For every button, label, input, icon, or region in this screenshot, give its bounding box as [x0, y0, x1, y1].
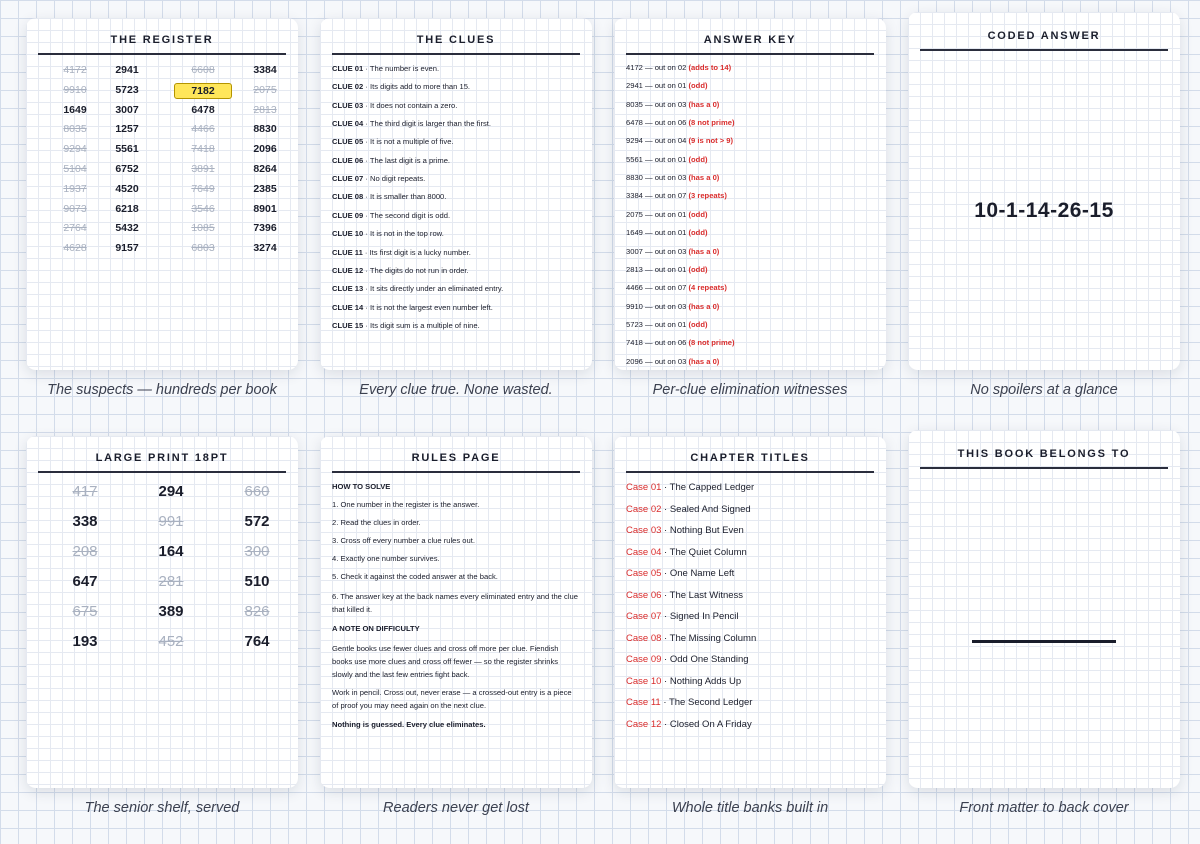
answer-reason: (odd) — [688, 81, 708, 91]
rules-pencil-text: Work in pencil. Cross out, never erase — a crossed-out entry is a piece of proof you may need again on the next clue. — [332, 688, 572, 710]
chapter-number: Case 03 — [626, 525, 662, 536]
clue-number: CLUE 07 — [332, 174, 364, 184]
coded-answer-caption: No spoilers at a glance — [970, 382, 1118, 398]
clue-text: The third digit is larger than the first. — [369, 119, 491, 129]
register-entry: 7182 — [174, 83, 232, 99]
chapter-line — [626, 633, 874, 645]
answer-text: 6478 — out on 06 — [626, 118, 687, 128]
separator: · — [661, 654, 670, 665]
separator: · — [363, 100, 370, 110]
register-entry: 3007 — [115, 103, 139, 116]
answer-reason: (adds to 14) — [688, 63, 732, 72]
answer-reason: (8 not prime) — [688, 338, 735, 348]
clue-number: CLUE 10 — [332, 229, 364, 239]
answer-text: 9910 — out on 03 — [626, 301, 687, 311]
separator: · — [661, 568, 670, 579]
answer-text: 2075 — out on 01 — [626, 209, 687, 219]
clue-line — [332, 211, 580, 221]
answer-text: 2096 — out on 03 — [626, 356, 687, 366]
belongs-card — [908, 430, 1180, 788]
answer-line — [626, 173, 874, 183]
register-entry: 4172 — [63, 64, 87, 76]
answer-line — [626, 265, 874, 275]
clue-line — [332, 101, 580, 111]
chapter-name: The Quiet Column — [669, 546, 747, 558]
register-row — [36, 241, 288, 261]
large-print-caption: The senior shelf, served — [84, 800, 240, 816]
clue-number: CLUE 11 — [332, 247, 363, 257]
answer-reason: (odd) — [688, 154, 708, 164]
chapter-line — [626, 482, 874, 494]
chapter-number: Case 06 — [626, 589, 662, 601]
clue-text: It sits directly under an eliminated entry. — [369, 284, 504, 294]
separator: · — [363, 192, 370, 202]
clue-number: CLUE 03 — [332, 100, 364, 110]
clue-line — [332, 248, 580, 258]
large-print-row — [36, 602, 288, 626]
clue-number: CLUE 14 — [332, 302, 364, 312]
clues-card — [320, 18, 592, 370]
separator: · — [661, 503, 670, 515]
register-entry: 6803 — [191, 242, 215, 255]
register-entry: 2941 — [115, 64, 139, 76]
separator: · — [363, 229, 370, 239]
register-row — [36, 142, 288, 162]
answer-line — [626, 210, 874, 220]
answer-text: 9294 — out on 04 — [626, 136, 687, 146]
clue-line — [332, 192, 580, 202]
large-print-entry: 294 — [158, 483, 184, 500]
clue-line — [332, 156, 580, 166]
belongs-caption: Front matter to back cover — [959, 800, 1129, 816]
rules-step: 5. Check it against the coded answer at the back. — [332, 572, 498, 581]
clue-text: The number is even. — [369, 64, 440, 73]
chapter-name: One Name Left — [669, 568, 735, 579]
answer-key-caption: Per-clue elimination witnesses — [652, 382, 848, 398]
large-print-row — [36, 542, 288, 566]
answer-line — [626, 81, 874, 91]
answer-reason: (4 repeats) — [688, 283, 727, 293]
register-entry: 2385 — [253, 182, 277, 195]
clue-text: The last digit is a prime. — [369, 155, 451, 165]
answer-line — [626, 63, 874, 73]
rules-heading-difficulty: A NOTE ON DIFFICULTY — [332, 624, 420, 633]
chapter-name: Sealed And Signed — [669, 503, 751, 515]
chapter-name: Nothing Adds Up — [669, 675, 742, 687]
register-entry: 5561 — [115, 143, 139, 156]
clue-line — [332, 174, 580, 184]
answer-reason: (odd) — [688, 264, 708, 274]
answer-line — [626, 320, 874, 330]
separator: · — [363, 137, 370, 147]
register-entry: 9073 — [63, 202, 87, 215]
separator: · — [660, 697, 669, 708]
large-print-entry: 389 — [158, 603, 184, 620]
clue-number: CLUE 08 — [332, 192, 364, 202]
clue-number: CLUE 13 — [332, 284, 364, 294]
rules-step: 1. One number in the register is the answer. — [332, 500, 480, 509]
separator: · — [661, 611, 670, 622]
large-print-entry: 826 — [244, 603, 270, 620]
large-print-entry: 164 — [158, 543, 184, 560]
separator: · — [363, 174, 370, 184]
separator: · — [363, 210, 370, 220]
chapter-number: Case 11 — [626, 697, 661, 708]
clue-number: CLUE 02 — [332, 82, 364, 92]
chapter-line — [626, 547, 874, 559]
register-entry: 3891 — [191, 163, 215, 175]
register-entry: 2096 — [253, 143, 277, 156]
answer-text: 4172 — out on 02 — [626, 63, 687, 72]
register-entry: 3546 — [191, 202, 215, 215]
answer-line — [626, 302, 874, 312]
answer-text: 1649 — out on 01 — [626, 228, 687, 238]
coded-answer-card — [908, 12, 1180, 370]
chapters-card — [614, 436, 886, 788]
register-entry: 6608 — [191, 64, 215, 76]
chapter-number: Case 08 — [626, 632, 662, 644]
answer-reason: (has a 0) — [688, 301, 720, 311]
large-print-entry: 991 — [158, 513, 184, 530]
clue-text: It is smaller than 8000. — [369, 192, 447, 202]
separator: · — [363, 265, 370, 275]
answer-reason: (odd) — [688, 319, 708, 329]
coded-answer-title: CODED ANSWER — [920, 30, 1168, 51]
clue-text: It is not a multiple of five. — [369, 137, 454, 147]
answer-line — [626, 228, 874, 238]
answer-text: 7418 — out on 06 — [626, 338, 687, 348]
rules-step: 6. The answer key at the back names every eliminated entry and the clue that killed it. — [332, 592, 578, 614]
register-entry: 1085 — [191, 222, 215, 235]
register-entry: 8830 — [253, 123, 277, 136]
register-entry: 8264 — [253, 163, 277, 175]
answer-line — [626, 338, 874, 348]
clue-line — [332, 82, 580, 92]
chapter-name: Signed In Pencil — [669, 611, 739, 622]
register-entry: 6478 — [191, 103, 215, 116]
belongs-title: THIS BOOK BELONGS TO — [920, 448, 1168, 469]
large-print-entry: 660 — [244, 483, 270, 500]
answer-line — [626, 247, 874, 257]
separator: · — [363, 284, 370, 294]
clue-number: CLUE 09 — [332, 210, 364, 220]
register-row — [36, 63, 288, 83]
large-print-entry: 208 — [72, 543, 98, 560]
clue-line — [332, 137, 580, 147]
clue-text: The second digit is odd. — [369, 210, 451, 220]
separator: · — [363, 320, 370, 330]
chapter-line — [626, 719, 874, 731]
register-entry: 2075 — [253, 83, 277, 96]
large-print-row — [36, 572, 288, 596]
rules-card — [320, 436, 592, 788]
register-entry: 5432 — [115, 222, 139, 235]
chapter-line — [626, 676, 874, 688]
separator: · — [661, 546, 670, 558]
register-entry: 8901 — [253, 202, 277, 215]
separator: · — [363, 82, 370, 92]
register-entry: 4628 — [63, 242, 87, 255]
register-entry: 5723 — [115, 83, 139, 96]
register-entry: 8035 — [63, 123, 87, 136]
chapter-line — [626, 525, 874, 537]
large-print-row — [36, 632, 288, 656]
answer-reason: (has a 0) — [688, 99, 720, 109]
register-title: THE REGISTER — [38, 34, 286, 55]
chapter-number: Case 09 — [626, 654, 662, 665]
large-print-entry: 764 — [244, 633, 270, 650]
clue-text: It is not in the top row. — [369, 229, 444, 239]
chapter-number: Case 04 — [626, 546, 662, 558]
chapter-name: The Missing Column — [669, 632, 757, 644]
separator: · — [661, 632, 670, 644]
answer-line — [626, 357, 874, 367]
register-entry: 5104 — [63, 163, 87, 175]
clue-text: It is not the largest even number left. — [369, 302, 493, 312]
chapter-name: The Last Witness — [669, 589, 744, 601]
separator: · — [661, 718, 670, 730]
register-row — [36, 221, 288, 241]
register-entry: 4466 — [191, 123, 215, 136]
chapters-title: CHAPTER TITLES — [626, 452, 874, 473]
chapters-caption: Whole title banks built in — [671, 800, 829, 816]
clues-caption: Every clue true. None wasted. — [359, 382, 553, 398]
answer-key-card — [614, 18, 886, 370]
answer-text: 3007 — out on 03 — [626, 246, 687, 256]
answer-text: 5723 — out on 01 — [626, 319, 687, 329]
register-entry: 9910 — [63, 83, 87, 96]
answer-text: 4466 — out on 07 — [626, 283, 687, 293]
clue-text: No digit repeats. — [369, 174, 426, 184]
register-entry: 9294 — [63, 143, 87, 156]
clue-line — [332, 119, 580, 129]
register-entry: 3274 — [253, 242, 277, 255]
clue-number: CLUE 01 — [332, 64, 364, 73]
large-print-title: LARGE PRINT 18PT — [38, 452, 286, 473]
clue-number: CLUE 06 — [332, 155, 364, 165]
clue-number: CLUE 12 — [332, 265, 364, 275]
answer-text: 8035 — out on 03 — [626, 99, 687, 109]
large-print-row — [36, 482, 288, 506]
register-entry: 1649 — [63, 103, 87, 116]
register-caption: The suspects — hundreds per book — [47, 382, 277, 398]
register-entry: 2813 — [253, 103, 277, 116]
chapter-line — [626, 590, 874, 602]
chapter-name: Nothing But Even — [669, 525, 744, 536]
answer-reason: (has a 0) — [688, 173, 720, 183]
answer-line — [626, 100, 874, 110]
separator: · — [661, 675, 670, 687]
clue-number: CLUE 05 — [332, 137, 364, 147]
answer-reason: (3 repeats) — [688, 191, 727, 201]
separator: · — [661, 525, 670, 536]
answer-text: 2941 — out on 01 — [626, 81, 687, 91]
clue-text: Its digits add to more than 15. — [369, 82, 471, 92]
separator: · — [363, 302, 370, 312]
clue-line — [332, 266, 580, 276]
separator: · — [661, 589, 670, 601]
clue-line — [332, 303, 580, 313]
clue-line — [332, 64, 580, 74]
answer-reason: (8 not prime) — [688, 118, 735, 128]
answer-key-title: ANSWER KEY — [626, 34, 874, 55]
large-print-entry: 452 — [158, 633, 184, 650]
register-entry: 6752 — [115, 163, 139, 175]
clue-line — [332, 284, 580, 294]
chapter-number: Case 12 — [626, 718, 662, 730]
register-row — [36, 162, 288, 182]
clues-title: THE CLUES — [332, 34, 580, 55]
chapter-name: The Second Ledger — [668, 697, 753, 708]
separator: · — [661, 482, 670, 493]
rules-difficulty-text: Gentle books use fewer clues and cross off more per clue. Fiendish books use more clues and cross off fewer — so the register shrinks slowly and the last few entries fight back. — [332, 644, 559, 679]
chapter-number: Case 07 — [626, 611, 662, 622]
owner-name-line[interactable] — [972, 640, 1116, 643]
answer-text: 3384 — out on 07 — [626, 191, 687, 201]
large-print-entry: 300 — [244, 543, 270, 560]
answer-text: 2813 — out on 01 — [626, 264, 687, 274]
separator: · — [363, 155, 370, 165]
answer-line — [626, 191, 874, 201]
large-print-entry: 417 — [72, 483, 98, 500]
clue-text: It does not contain a zero. — [369, 100, 458, 110]
register-entry: 1257 — [115, 123, 139, 136]
register-entry: 7649 — [191, 182, 215, 195]
rules-title: RULES PAGE — [332, 452, 580, 473]
rules-step: 2. Read the clues in order. — [332, 518, 421, 527]
register-entry: 9157 — [115, 242, 139, 255]
answer-reason: (odd) — [688, 209, 708, 219]
separator: · — [363, 64, 370, 73]
chapter-line — [626, 654, 874, 666]
rules-caption: Readers never get lost — [383, 800, 529, 816]
large-print-entry: 281 — [158, 573, 184, 590]
chapter-line — [626, 697, 874, 709]
register-row — [36, 202, 288, 222]
rules-step: 4. Exactly one number survives. — [332, 554, 440, 563]
separator: · — [362, 247, 370, 257]
chapter-line — [626, 504, 874, 516]
large-print-entry: 572 — [244, 513, 270, 530]
chapter-name: Odd One Standing — [669, 654, 749, 665]
rules-closing: Nothing is guessed. Every clue eliminates. — [332, 720, 486, 729]
register-entry: 2764 — [63, 222, 87, 235]
clue-line — [332, 229, 580, 239]
register-row — [36, 182, 288, 202]
chapter-number: Case 02 — [626, 503, 662, 515]
chapter-name: The Capped Ledger — [669, 482, 755, 493]
register-entry: 6218 — [115, 202, 139, 215]
answer-reason: (9 is not > 9) — [688, 136, 734, 146]
answer-reason: (odd) — [688, 228, 708, 238]
chapter-line — [626, 611, 874, 623]
large-print-entry: 338 — [72, 513, 98, 530]
clue-text: Its digit sum is a multiple of nine. — [369, 320, 480, 330]
register-entry: 1937 — [63, 182, 87, 195]
register-entry: 7396 — [253, 222, 277, 235]
register-entry: 4520 — [115, 182, 139, 195]
answer-text: 5561 — out on 01 — [626, 154, 687, 164]
chapter-line — [626, 568, 874, 580]
answer-line — [626, 118, 874, 128]
large-print-row — [36, 512, 288, 536]
register-row — [36, 83, 288, 103]
register-row — [36, 103, 288, 123]
large-print-card — [26, 436, 298, 788]
answer-line — [626, 155, 874, 165]
answer-line — [626, 283, 874, 293]
rules-heading-solve: HOW TO SOLVE — [332, 482, 391, 491]
register-card — [26, 18, 298, 370]
register-row — [36, 122, 288, 142]
separator: · — [363, 119, 370, 129]
register-entry: 3384 — [253, 64, 277, 76]
clue-line — [332, 321, 580, 331]
register-entry: 7418 — [191, 143, 215, 156]
rules-step: 3. Cross off every number a clue rules out. — [332, 536, 475, 545]
answer-line — [626, 136, 874, 146]
clue-text: Its first digit is a lucky number. — [369, 247, 471, 257]
chapter-name: Closed On A Friday — [669, 718, 752, 730]
large-print-entry: 647 — [72, 573, 98, 590]
coded-answer-value: 10-1-14-26-15 — [974, 199, 1114, 222]
chapter-number: Case 10 — [626, 675, 662, 687]
clue-number: CLUE 15 — [332, 320, 364, 330]
large-print-entry: 193 — [72, 633, 98, 650]
answer-text: 8830 — out on 03 — [626, 173, 687, 183]
chapter-number: Case 01 — [626, 482, 662, 493]
answer-reason: (has a 0) — [688, 246, 720, 256]
large-print-entry: 675 — [72, 603, 98, 620]
clue-text: The digits do not run in order. — [369, 265, 469, 275]
answer-reason: (has a 0) — [688, 356, 720, 366]
clue-number: CLUE 04 — [332, 119, 364, 129]
large-print-entry: 510 — [244, 573, 270, 590]
chapter-number: Case 05 — [626, 568, 662, 579]
